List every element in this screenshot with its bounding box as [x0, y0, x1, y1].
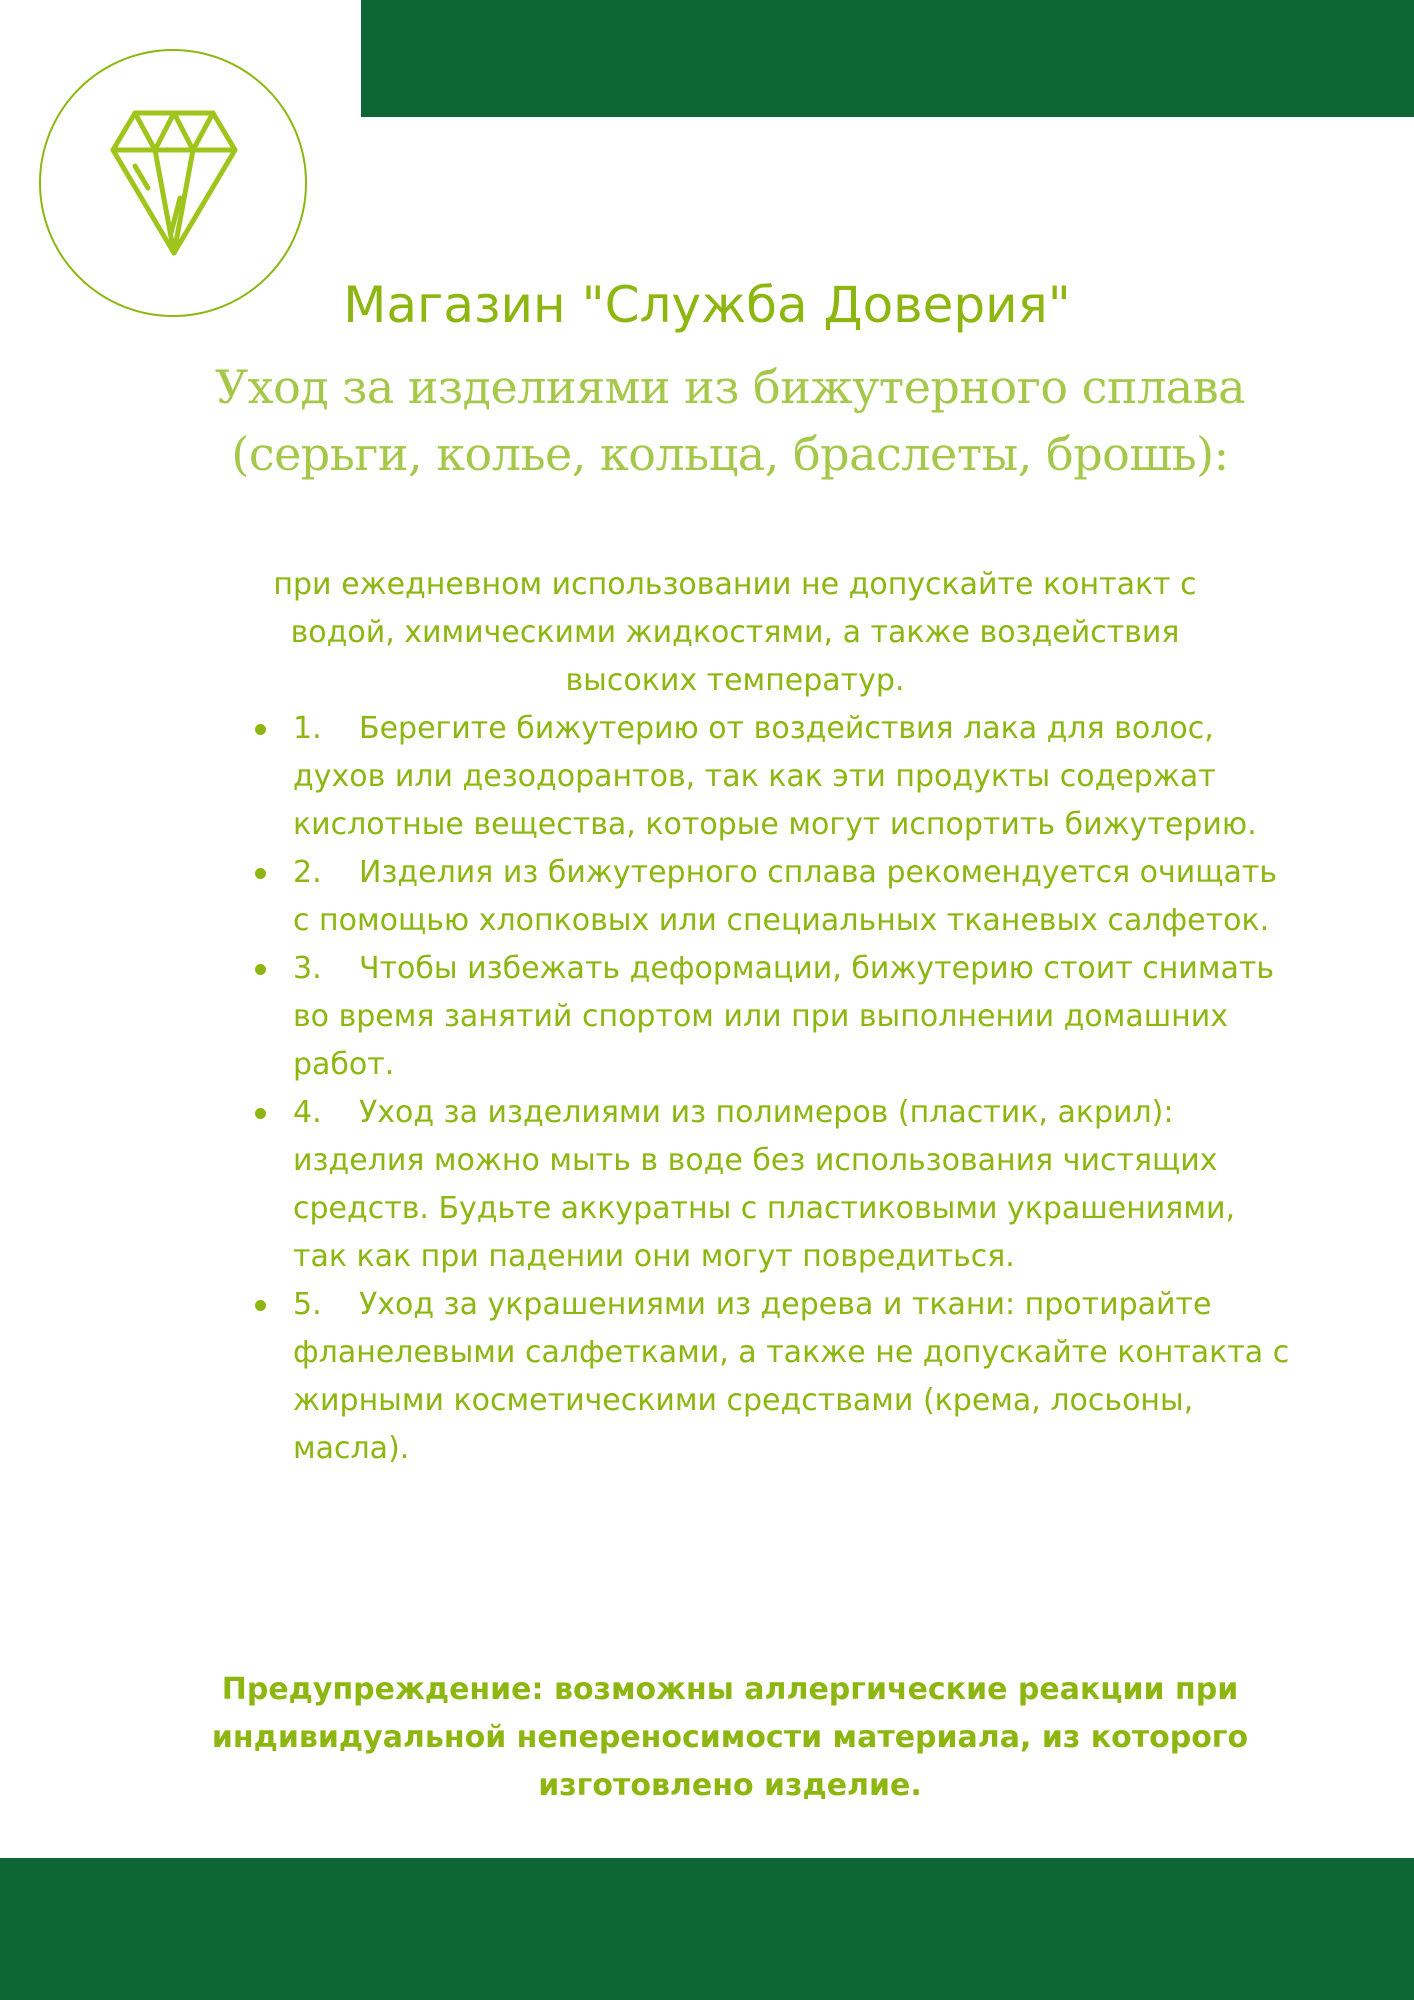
list-item: [293, 705, 1293, 849]
list-item: [293, 849, 1293, 945]
footer-band: [0, 1858, 1414, 2000]
intro-paragraph: при ежедневном использовании не допускайте контакт с водой, химическими жидкостями, а также воздействия высоких температур.: [273, 567, 1197, 698]
page-subtitle: Уход за изделиями из бижутерного сплава (серьги, колье, кольца, браслеты, брошь):: [214, 360, 1246, 481]
list-item-number: 4.: [293, 1095, 322, 1130]
list-item-number: 1.: [293, 711, 322, 746]
header-band: [361, 0, 1414, 117]
list-item-text: Чтобы избежать деформации, бижутерию стоит снимать во время занятий спортом или при выполнении домашних работ.: [293, 951, 1275, 1082]
list-item: [293, 945, 1293, 1089]
allergy-warning: Предупреждение: возможны аллергические реакции при индивидуальной непереносимости материала, из которого изготовлено изделие.: [211, 1672, 1249, 1803]
list-item-number: 5.: [293, 1287, 322, 1322]
list-item-number: 2.: [293, 855, 322, 890]
list-item-text: Берегите бижутерию от воздействия лака для волос, духов или дезодорантов, так как эти продукты содержат кислотные вещества, которые могут испортить бижутерию.: [293, 711, 1257, 842]
list-item-text: Уход за украшениями из дерева и ткани: протирайте фланелевыми салфетками, а также не допускайте контакта с жирными косметическими средствами (крема, лосьоны, масла).: [293, 1287, 1290, 1466]
list-item-number: 3.: [293, 951, 322, 986]
list-item-text: Уход за изделиями из полимеров (пластик, акрил): изделия можно мыть в воде без использования чистящих средств. Будьте аккуратны с пластиковыми украшениями, так как при падении они могут повредиться.: [293, 1095, 1236, 1274]
care-rules-list: [245, 705, 1293, 1473]
list-item: [293, 1281, 1293, 1473]
list-item: [293, 1089, 1293, 1281]
list-item-text: Изделия из бижутерного сплава рекомендуется очищать с помощью хлопковых или специальных тканевых салфеток.: [293, 855, 1278, 938]
store-title: Магазин "Служба Доверия": [343, 276, 1071, 334]
